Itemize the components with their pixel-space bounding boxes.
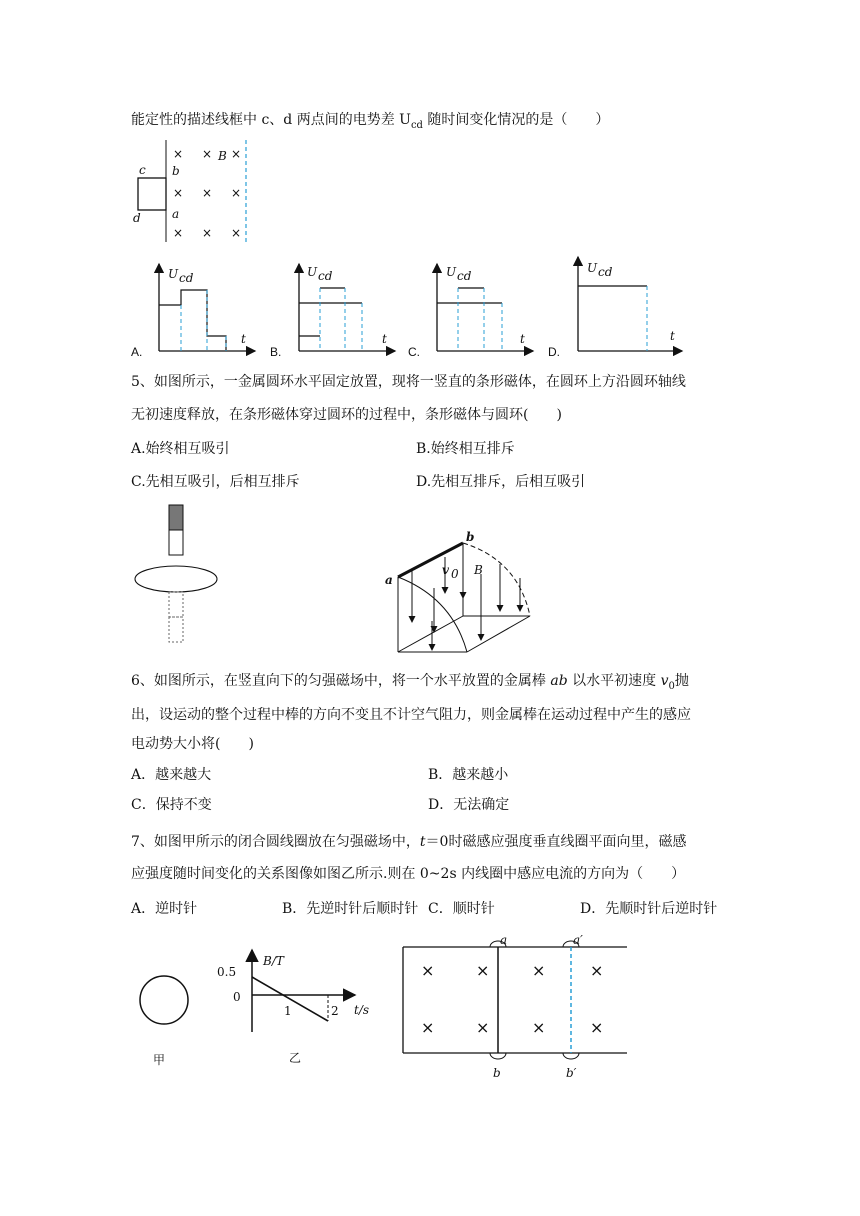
field-cross: × [231,226,242,240]
field-cross: × [532,961,546,980]
axis-y-sub: cd [318,269,333,283]
field-cross: × [421,961,435,980]
tick-2: 2 [331,1004,339,1018]
q4-option-a[interactable]: A. [131,345,143,359]
label-B: B [218,149,227,163]
label-b: b [172,164,180,178]
q5-line-2: 无初速度释放，在条形磁体穿过圆环的过程中，条形磁体与圆环( ) [131,407,562,423]
field-cross: × [173,147,184,161]
label-a: a [385,573,393,587]
b-t-graph [217,950,369,1065]
q7-line-2: 应强度随时间变化的关系图像如图乙所示.则在 0~2s 内线圈中感应电流的方向为（ ） [131,866,686,882]
label-a: a [500,933,508,947]
field-cross: × [231,186,242,200]
q6-option-b[interactable]: B．越来越小 [428,767,509,783]
label-b-prime: b′ [566,1066,577,1080]
origin-label: 0 [233,990,241,1004]
tick-1: 1 [284,1004,292,1018]
q5-option-b[interactable]: B.始终相互排斥 [416,441,515,457]
q5-option-a[interactable]: A.始终相互吸引 [131,441,230,457]
axis-y-label: U [446,265,457,279]
circular-coil [140,976,188,1024]
axis-y-sub: cd [179,271,194,285]
q6-option-d[interactable]: D．无法确定 [428,797,510,813]
field-cross: × [421,1018,435,1037]
axis-x-label: t/s [354,1003,370,1017]
q7-option-a[interactable]: A．逆时针 [131,901,198,917]
field-cross: × [231,147,242,161]
label-d: d [133,211,141,225]
label-b: b [466,530,475,544]
field-cross: × [173,186,184,200]
label-a-prime: a′ [573,933,583,947]
field-cross: × [476,961,490,980]
axis-x-label: t [241,332,246,346]
label-v0-sub: 0 [451,567,459,581]
axis-y-label: U [307,265,318,279]
tick-05: 0.5 [217,965,237,979]
q5-option-d[interactable]: D.先相互排斥，后相互吸引 [416,474,586,490]
q7-option-c[interactable]: C．顺时针 [428,901,495,917]
field-cross: × [202,226,213,240]
label-jia: 甲 [153,1053,166,1067]
q7-line-1: 7、如图甲所示的闭合圆线圈放在匀强磁场中，t＝0时磁感应强度垂直线圈平面向里，磁感 [131,834,687,850]
q6-line-2: 出，设运动的整个过程中棒的方向不变且不计空气阻力，则金属棒在运动过程中产生的感应 [131,707,691,723]
axis-x-label: t [382,332,387,346]
field-cross: × [476,1018,490,1037]
axis-y-label: U [587,261,598,275]
q5-line-1: 5、如图所示，一金属圆环水平固定放置，现将一竖直的条形磁体，在圆环上方沿圆环轴线 [131,374,686,390]
q5-option-c[interactable]: C.先相互吸引，后相互排斥 [131,474,300,490]
q7-option-b[interactable]: B．先逆时针后顺时针 [282,901,419,917]
axis-x-label: t [520,332,525,346]
field-cross: × [202,147,213,161]
q6-option-a[interactable]: A．越来越大 [131,767,212,783]
axis-y-sub: cd [457,269,472,283]
rails-figure [403,933,627,1080]
q6-option-c[interactable]: C．保持不变 [131,797,212,813]
label-yi: 乙 [289,1051,302,1065]
field-cross: × [590,961,604,980]
axis-x-label: t [670,329,675,343]
axis-y-label: U [168,267,179,281]
field-cross: × [532,1018,546,1037]
q6-line-1: 6、如图所示，在竖直向下的匀强磁场中，将一个水平放置的金属棒 ab 以水平初速度 $v_0$抛 [131,673,689,692]
q4-option-d[interactable]: D. [548,345,560,359]
axis-y-sub: cd [598,265,613,279]
label-v0: v [442,563,449,577]
label-c: c [139,163,146,177]
q7-option-d[interactable]: D．先顺时针后逆时针 [580,901,718,917]
field-cross: × [590,1018,604,1037]
q4-option-b[interactable]: B. [270,345,282,359]
label-B: B [474,563,483,577]
q4-option-c[interactable]: C. [408,345,420,359]
field-cross: × [173,226,184,240]
field-cross: × [202,186,213,200]
axis-y-label: B/T [263,954,284,968]
q6-line-3: 电动势大小将( ) [131,736,254,752]
label-a: a [172,207,180,221]
label-b: b [493,1066,501,1080]
q4-stem: 能定性的描述线框中 c、d 两点间的电势差 $U_{cd}$ 随时间变化情况的是（ ） [131,112,610,131]
